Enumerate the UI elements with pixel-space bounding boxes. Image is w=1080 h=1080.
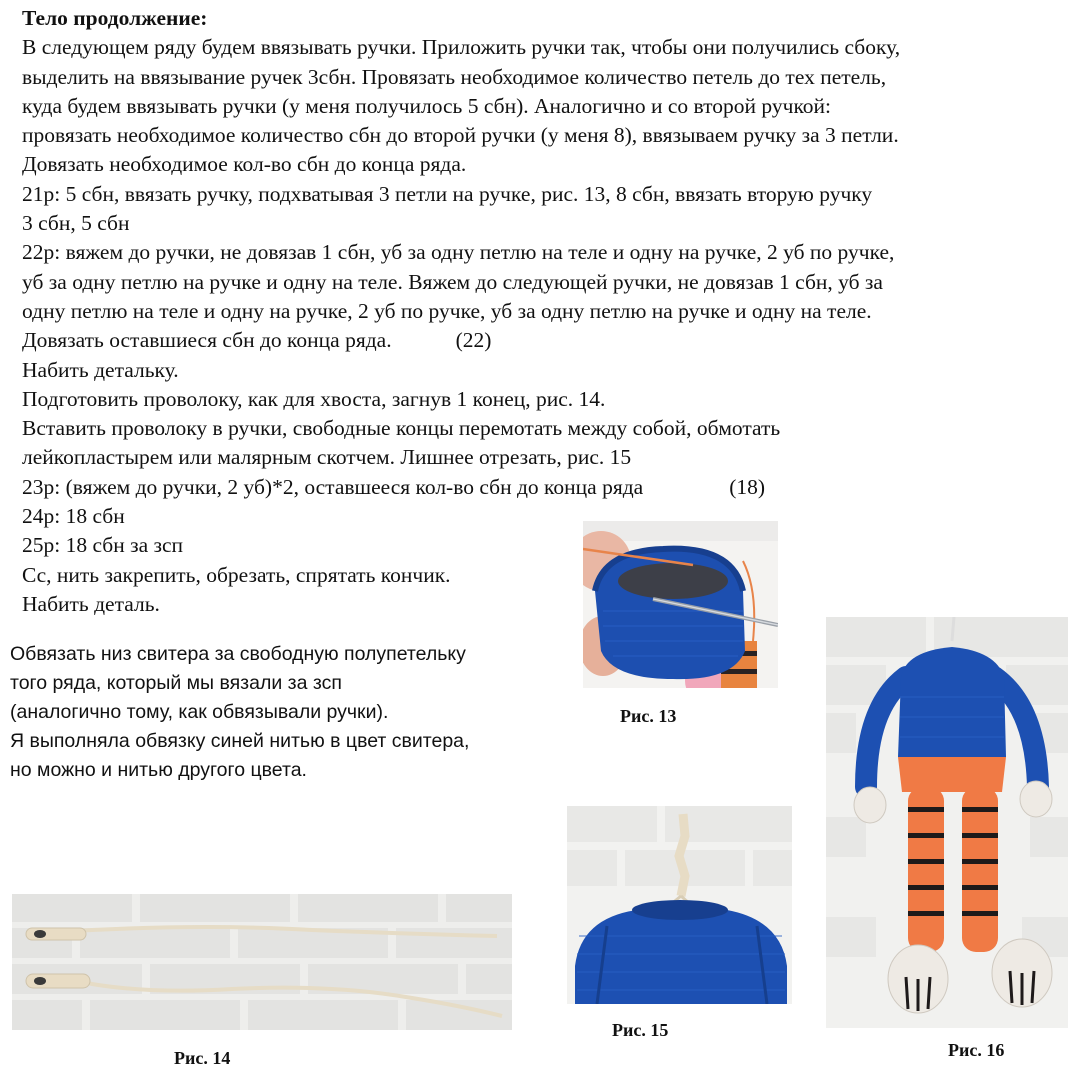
row-21-line: 21р: 5 сбн, ввязать ручку, подхватывая 3 петли на ручке, рис. 13, 8 сбн, ввязать вторую ручку xyxy=(22,181,873,206)
row-22-line: 22р: вяжем до ручки, не довязав 1 сбн, уб за одну петлю на теле и одну на ручке, 2 уб по ручке, xyxy=(22,240,895,265)
figure-14-caption: Рис. 14 xyxy=(174,1048,231,1068)
row-23-count: (18) xyxy=(729,474,766,499)
text-line: лейкопластырем или малярным скотчем. Лишнее отрезать, рис. 15 xyxy=(22,445,632,470)
row-23-line xyxy=(22,473,1072,502)
text-line: Вставить проволоку в ручки, свободные концы перемотать между собой, обмотать xyxy=(22,416,781,441)
row-22-line: уб за одну петлю на ручке и одну на теле. Вяжем до следующей ручки, не довязав 1 сбн, уб за xyxy=(22,269,883,294)
side-note-line: того ряда, который мы вязали за зсп xyxy=(10,672,342,694)
wire-photo xyxy=(12,894,512,1030)
text-line: куда будем ввязывать ручки (у меня получилось 5 сбн). Аналогично и со второй ручкой: xyxy=(22,93,832,118)
row-23-text: 23р: (вяжем до ручки, 2 уб)*2, оставшееся кол-во сбн до конца ряда xyxy=(22,474,644,499)
side-note-line: (аналогично тому, как обвязывали ручки). xyxy=(10,701,389,723)
row-25-line: 25р: 18 сбн за зсп xyxy=(22,533,184,558)
text-line: В следующем ряду будем ввязывать ручки. Приложить ручки так, чтобы они получились сбоку, xyxy=(22,35,901,60)
figure-13-caption: Рис. 13 xyxy=(620,706,677,726)
side-note-line: Я выполняла обвязку синей нитью в цвет свитера, xyxy=(10,730,470,752)
figure-16-photo xyxy=(826,617,1068,1028)
figure-15-caption: Рис. 15 xyxy=(612,1020,669,1040)
text-line: Подготовить проволоку, как для хвоста, загнув 1 конец, рис. 14. xyxy=(22,386,606,411)
crochet-hook-photo xyxy=(583,521,778,688)
side-note xyxy=(10,640,580,785)
row-22-line: одну петлю на теле и одну на ручке, 2 уб по ручке, уб за одну петлю на ручке и одну на теле. xyxy=(22,298,872,323)
row-22-count: (22) xyxy=(455,328,492,353)
row-22-tail: Довязать оставшиеся сбн до конца ряда. xyxy=(22,328,392,353)
text-line: Набить детальку. xyxy=(22,357,179,382)
side-note-line: Обвязать низ свитера за свободную полупетельку xyxy=(10,643,466,665)
main-instructions xyxy=(22,4,1072,619)
figure-15-photo xyxy=(567,806,792,1004)
figure-16-caption: Рис. 16 xyxy=(948,1040,1005,1060)
text-line: Довязать необходимое кол-во сбн до конца ряда. xyxy=(22,152,467,177)
side-note-line: но можно и нитью другого цвета. xyxy=(10,759,307,781)
figure-13-photo xyxy=(583,521,778,688)
section-title: Тело продолжение: xyxy=(22,6,208,30)
row-21-line: 3 сбн, 5 сбн xyxy=(22,211,130,236)
row-24-line: 24р: 18 сбн xyxy=(22,504,125,529)
toy-body-photo xyxy=(826,617,1068,1028)
wire-inserted-photo xyxy=(567,806,792,1004)
text-line: Набить деталь. xyxy=(22,591,160,616)
text-line: провязать необходимое количество сбн до второй ручки (у меня 8), ввязываем ручку за 3 петли. xyxy=(22,123,899,148)
text-line: выделить на ввязывание ручек 3сбн. Провязать необходимое количество петель до тех петель, xyxy=(22,64,887,89)
text-line: Сс, нить закрепить, обрезать, спрятать кончик. xyxy=(22,562,451,587)
figure-14-photo xyxy=(12,894,512,1030)
row-22-tail-line xyxy=(22,326,1072,355)
